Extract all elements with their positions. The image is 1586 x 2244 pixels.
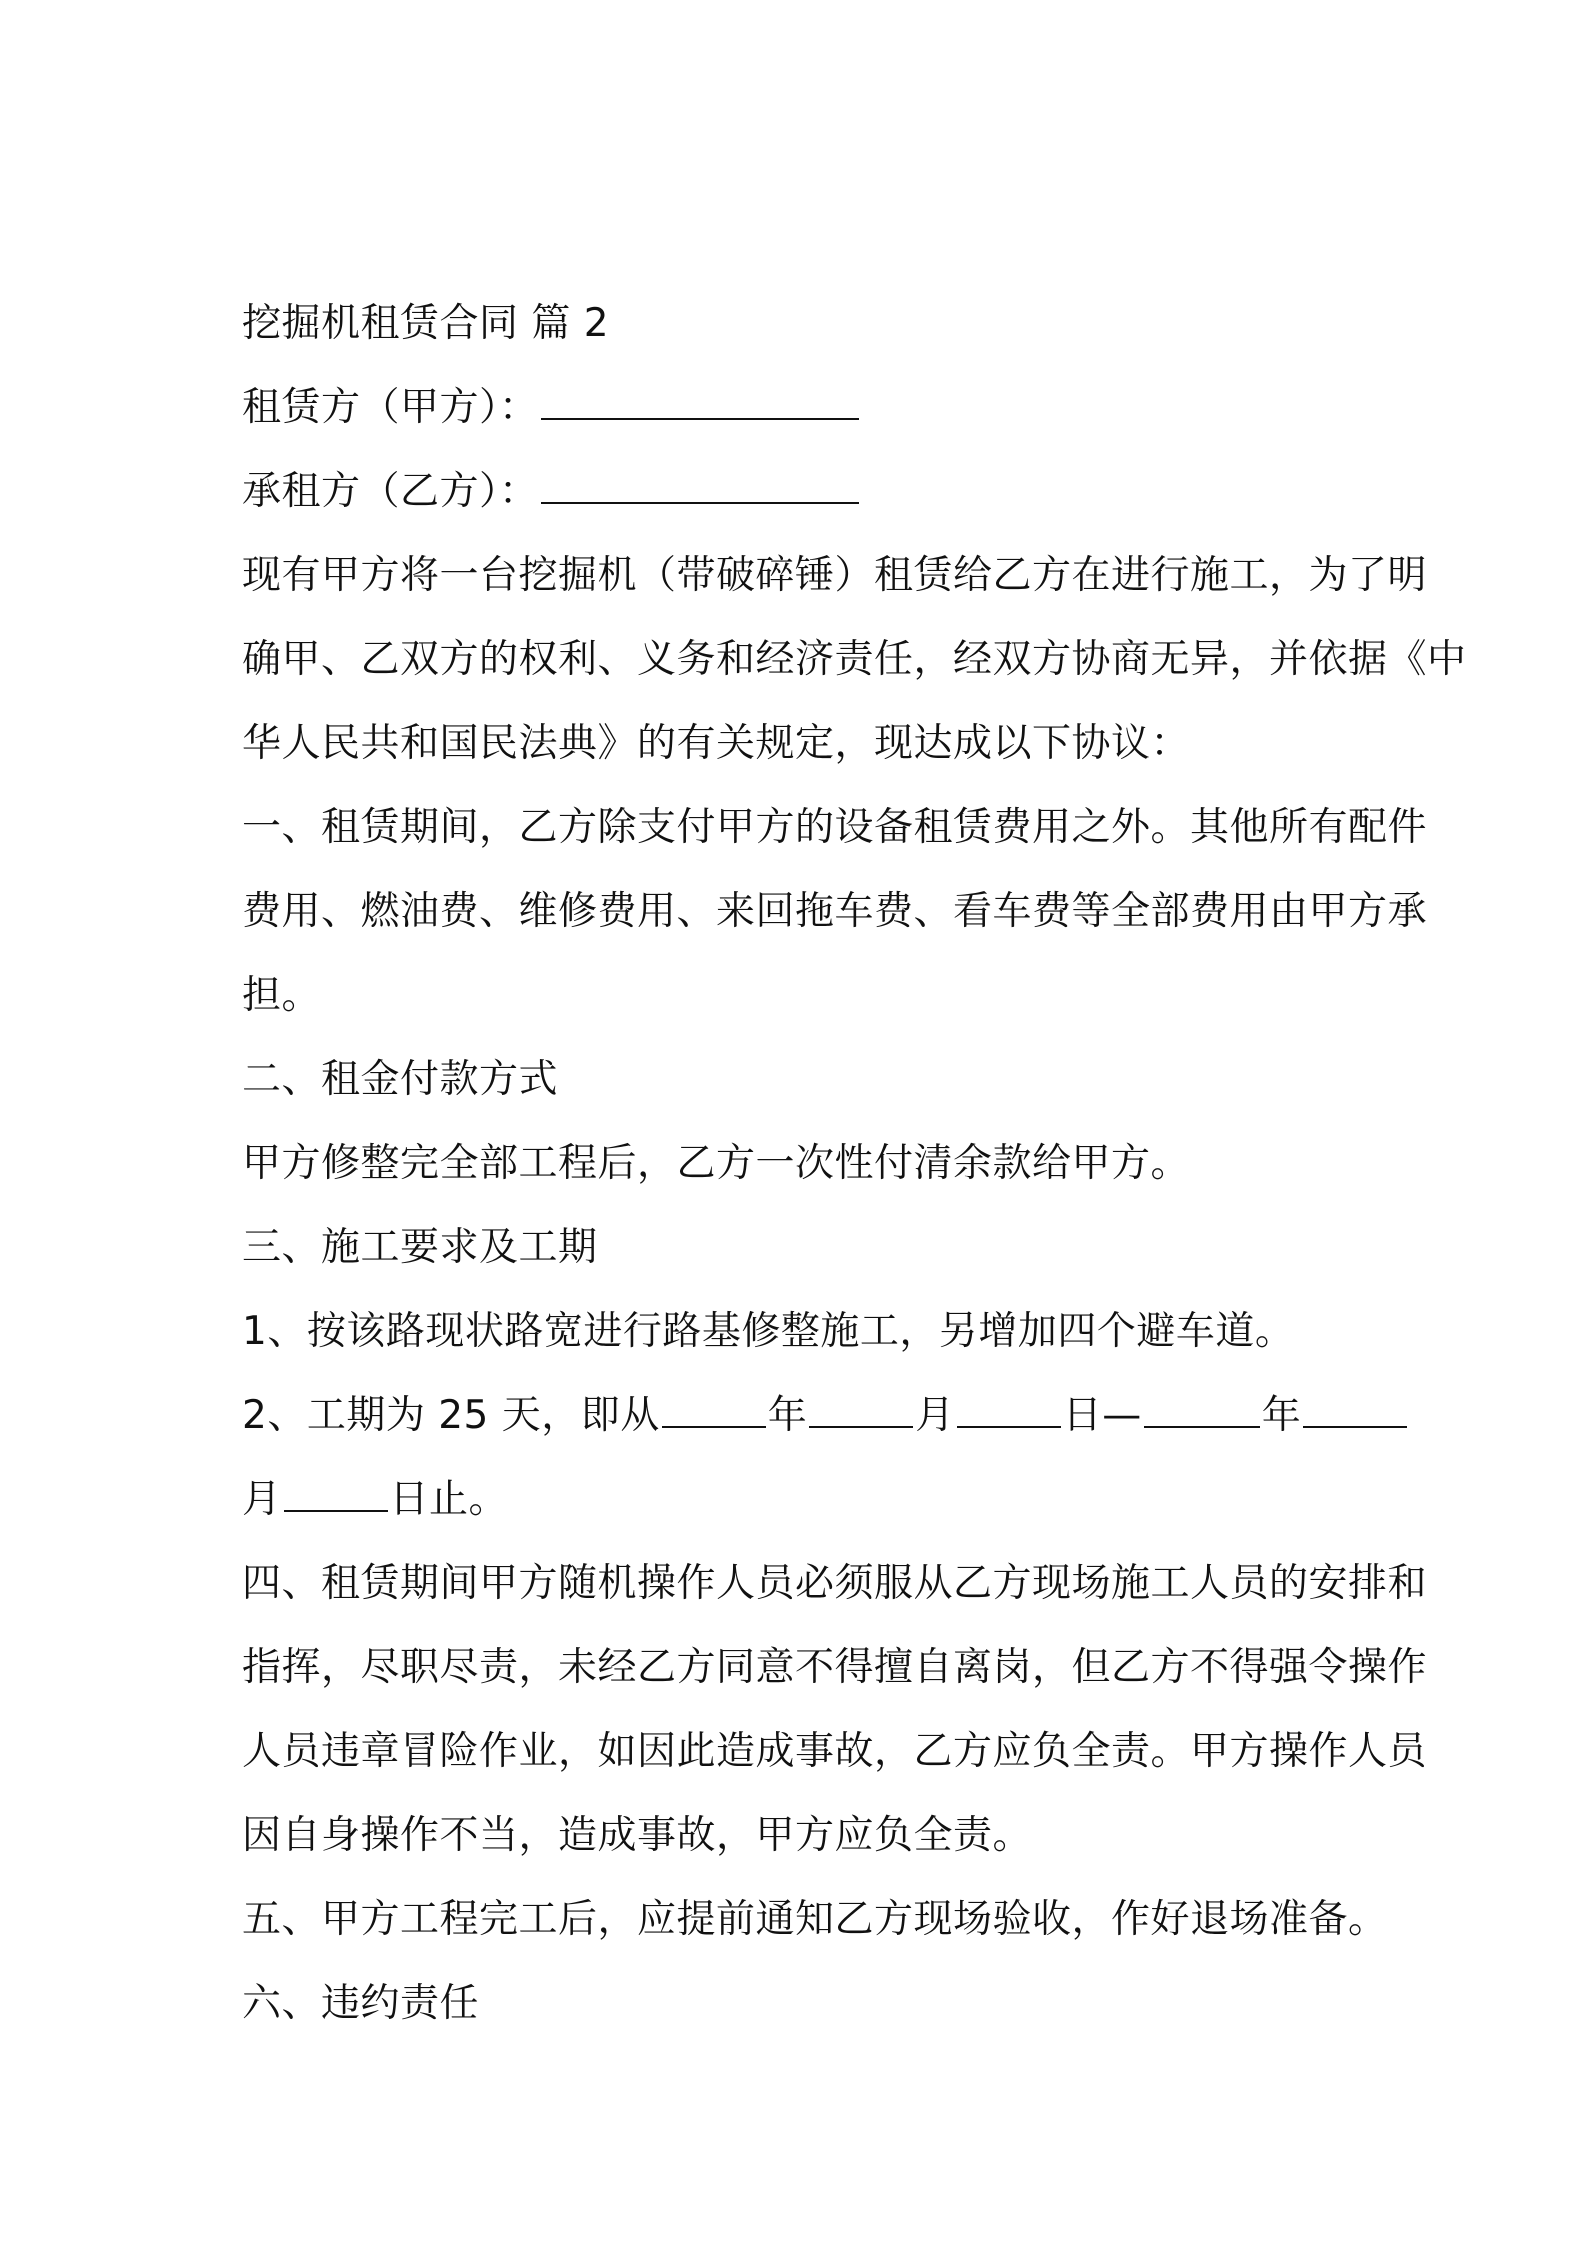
end-month-pre-blank bbox=[1303, 1392, 1407, 1428]
lessor-blank bbox=[541, 384, 859, 420]
lessee-label: 承租方（乙方）： bbox=[242, 469, 539, 514]
clause1-line: 一、租赁期间，乙方除支付甲方的设备租赁费用之外。其他所有配件 bbox=[242, 805, 1428, 850]
lessee-blank bbox=[541, 468, 859, 504]
start-year-label: 年 bbox=[767, 1393, 808, 1438]
start-month-blank bbox=[809, 1392, 913, 1428]
lessor-line bbox=[242, 366, 1362, 450]
term-prefix: 2、工期为 25 天，即从 bbox=[242, 1393, 660, 1438]
lessor-label: 租赁方（甲方）： bbox=[242, 385, 539, 430]
end-day-blank bbox=[284, 1476, 388, 1512]
contract-body bbox=[242, 282, 1467, 2046]
end-day-label: 日止。 bbox=[389, 1477, 509, 1522]
clause5-text: 五、甲方工程完工后，应提前通知乙方现场验收，作好退场准备。 bbox=[242, 1897, 1388, 1942]
clause2-text: 甲方修整完全部工程后，乙方一次性付清余款给甲方。 bbox=[242, 1141, 1191, 1186]
clause1-line: 费用、燃油费、维修费用、来回拖车费、看车费等全部费用由甲方承 bbox=[242, 889, 1428, 934]
clause1-line: 担。 bbox=[242, 973, 322, 1018]
end-month-label: 月 bbox=[242, 1477, 282, 1522]
clause4-line: 因自身操作不当，造成事故，甲方应负全责。 bbox=[242, 1813, 1033, 1858]
intro-line: 现有甲方将一台挖掘机（带破碎锤）租赁给乙方在进行施工，为了明 bbox=[242, 553, 1428, 598]
clause4-line: 四、租赁期间甲方随机操作人员必须服从乙方现场施工人员的安排和 bbox=[242, 1561, 1428, 1606]
lessee-line bbox=[242, 450, 1362, 534]
clause6-heading: 六、违约责任 bbox=[242, 1981, 480, 2026]
start-day-label: 日— bbox=[1062, 1393, 1142, 1438]
end-year-label: 年 bbox=[1261, 1393, 1302, 1438]
contract-title: 挖掘机租赁合同 篇 2 bbox=[242, 301, 610, 346]
clause3-heading: 三、施工要求及工期 bbox=[242, 1225, 598, 1270]
clause2-heading: 二、租金付款方式 bbox=[242, 1057, 559, 1102]
clause4-line: 指挥，尽职尽责，未经乙方同意不得擅自离岗，但乙方不得强令操作 bbox=[242, 1645, 1428, 1690]
clause4-line: 人员违章冒险作业，如因此造成事故，乙方应负全责。甲方操作人员 bbox=[242, 1729, 1428, 1774]
start-month-label: 月 bbox=[915, 1393, 955, 1438]
clause3-item1: 1、按该路现状路宽进行路基修整施工，另增加四个避车道。 bbox=[242, 1309, 1295, 1354]
start-day-blank bbox=[957, 1392, 1061, 1428]
start-year-blank bbox=[662, 1392, 766, 1428]
end-year-blank bbox=[1144, 1392, 1260, 1428]
clause3-item2-line2 bbox=[242, 1458, 1362, 1542]
clause3-item2-line1 bbox=[242, 1374, 1362, 1458]
intro-line: 华人民共和国民法典》的有关规定，现达成以下协议： bbox=[242, 721, 1191, 766]
intro-line: 确甲、乙双方的权利、义务和经济责任，经双方协商无异，并依据《中 bbox=[242, 637, 1467, 682]
